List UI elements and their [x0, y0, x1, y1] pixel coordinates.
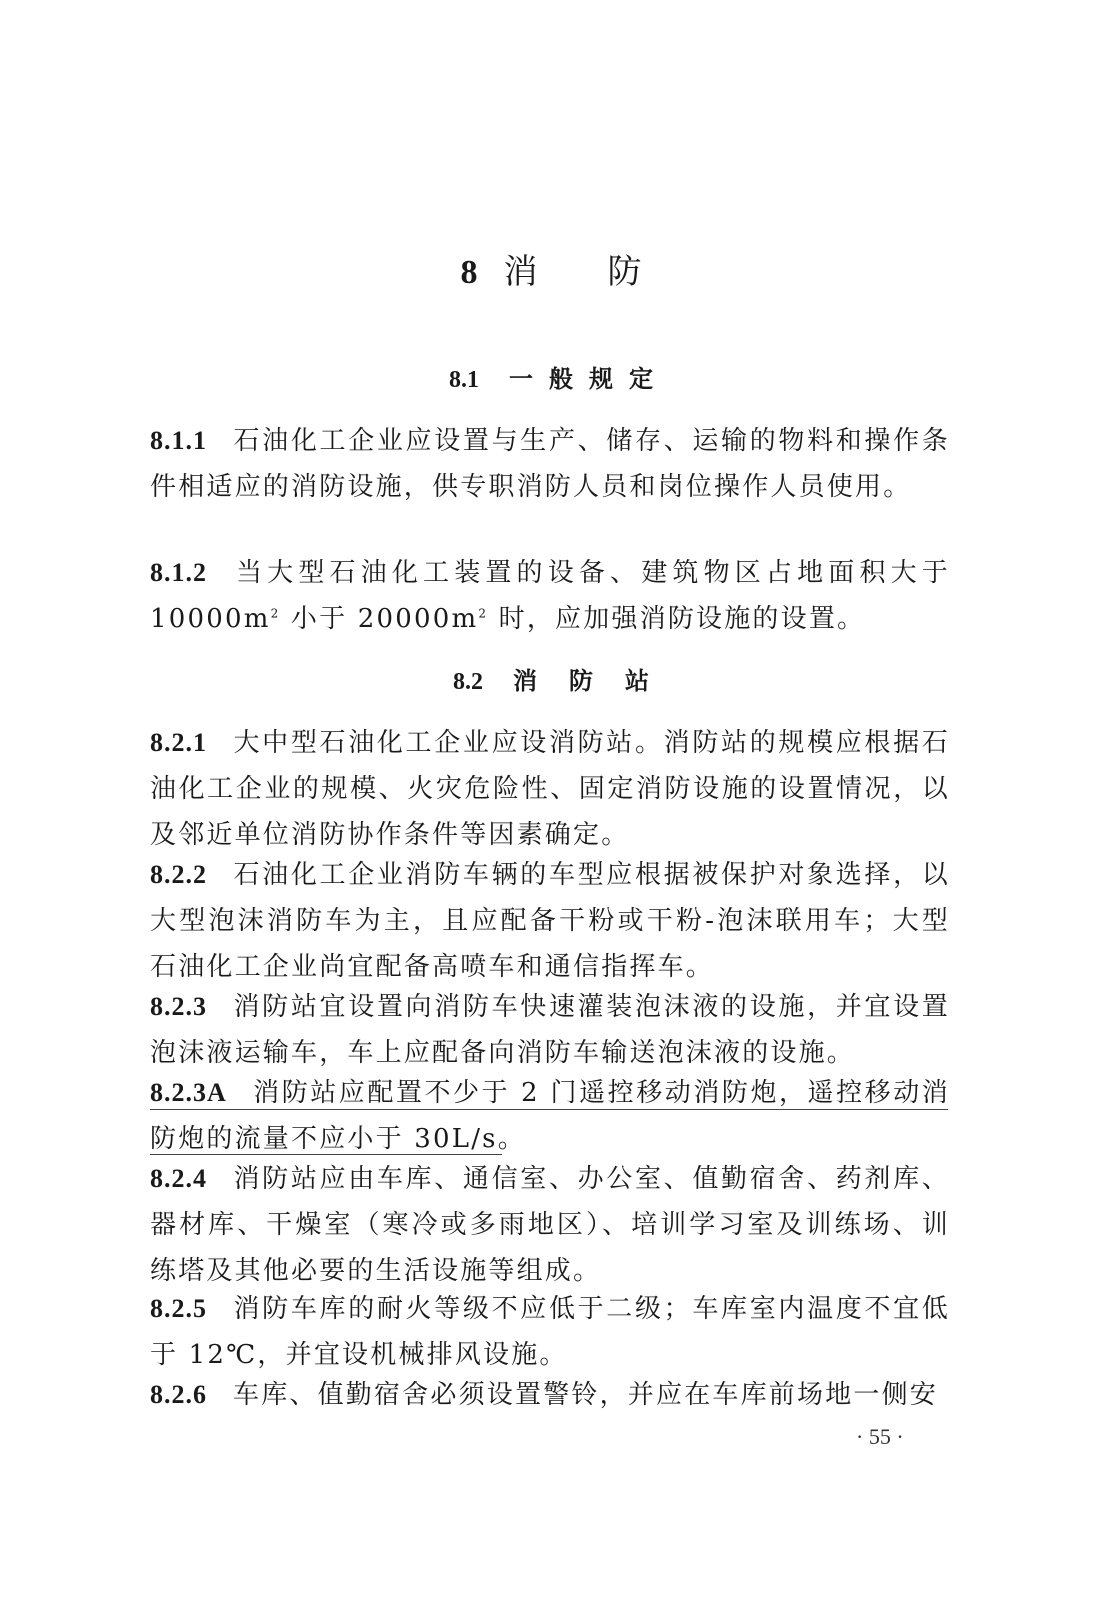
clause-number: 8.2.6 [150, 1380, 207, 1409]
clause-text: 石油化工企业应设置与生产、储存、运输的物料和操作条件相适应的消防设施，供专职消防人员和岗位操作人员使用。 [150, 426, 950, 502]
clause-8-2-3 [150, 984, 950, 1076]
clause-number: 8.2.3A [150, 1078, 227, 1107]
clause-number: 8.2.1 [150, 728, 207, 757]
clause-text: 消防站应由车库、通信室、办公室、值勤宿舍、药剂库、器材库、干燥室（寒冷或多雨地区）、培训学习室及训练场、训练塔及其他必要的生活设施等组成。 [150, 1164, 950, 1286]
clause-number: 8.2.4 [150, 1164, 207, 1193]
clause-number: 8.2.5 [150, 1294, 207, 1323]
chapter-title [0, 248, 1102, 297]
clause-8-2-4 [150, 1156, 950, 1294]
superscript-2: 2 [270, 606, 281, 621]
clause-number: 8.2.2 [150, 860, 207, 889]
section-title-8-2 [0, 664, 1102, 699]
clause-8-2-6 [150, 1372, 950, 1418]
clause-text-mid: 小于 20000m [280, 604, 479, 634]
clause-8-2-2 [150, 852, 950, 990]
clause-text: 消防站应配置不少于 2 门遥控移动消防炮，遥控移动消防炮的流量不应小于 30L/s。 [150, 1078, 950, 1154]
clause-8-2-1 [150, 720, 950, 858]
superscript-2: 2 [478, 606, 489, 621]
clause-text: 消防站宜设置向消防车快速灌装泡沫液的设施，并宜设置泡沫液运输车，车上应配备向消防车输送泡沫液的设施。 [150, 992, 950, 1068]
section-number: 8.2 [453, 669, 483, 695]
section-name: 消防站 [513, 666, 681, 695]
clause-text: 车库、值勤宿舍必须设置警铃，并应在车库前场地一侧安 [233, 1380, 939, 1410]
clause-text: 消防车库的耐火等级不应低于二级；车库室内温度不宜低于 12℃，并宜设机械排风设施。 [150, 1294, 950, 1370]
page-number: · 55 · [856, 1424, 904, 1449]
clause-number: 8.2.3 [150, 992, 207, 1021]
clause-text: 石油化工企业消防车辆的车型应根据被保护对象选择，以大型泡沫消防车为主，且应配备干粉或干粉-泡沫联用车；大型石油化工企业尚宜配备高喷车和通信指挥车。 [150, 860, 950, 982]
clause-8-2-3a [150, 1070, 950, 1162]
revision-underline [150, 1109, 948, 1110]
section-name: 一般规定 [509, 364, 669, 393]
clause-text: 大中型石油化工企业应设消防站。消防站的规模应根据石油化工企业的规模、火灾危险性、固定消防设施的设置情况，以及邻近单位消防协作条件等因素确定。 [150, 728, 950, 850]
chapter-number: 8 [460, 254, 478, 291]
section-number: 8.1 [449, 367, 479, 393]
clause-number: 8.1.1 [150, 426, 207, 455]
chapter-name: 消防 [503, 252, 712, 292]
revision-underline [150, 1154, 502, 1155]
clause-8-1-2 [150, 550, 950, 642]
clause-8-2-5 [150, 1286, 950, 1378]
clause-8-1-1 [150, 418, 950, 510]
clause-number: 8.1.2 [150, 558, 207, 587]
section-title-8-1 [0, 362, 1102, 397]
clause-text-after: 时，应加强消防设施的设置。 [488, 604, 866, 634]
clause-text-before: 当大型石油化工装置的设备、建筑物区占地面积大于10000m [150, 558, 950, 634]
